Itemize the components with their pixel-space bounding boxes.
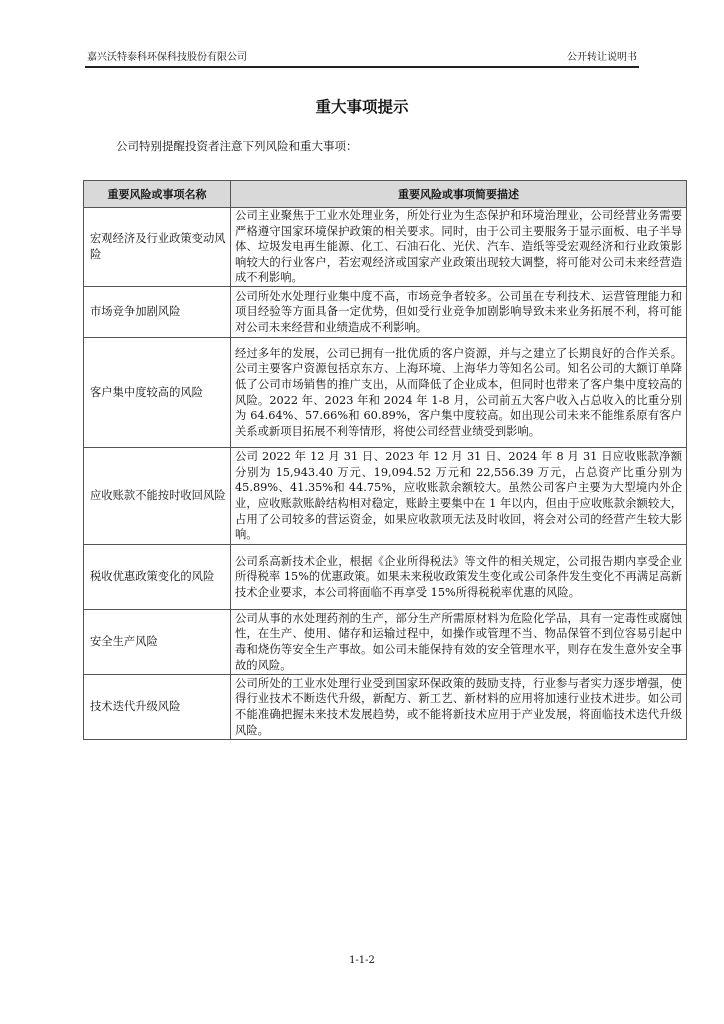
risk-description: 公司所处的工业水处理行业受到国家环保政策的鼓励支持，行业参与者实力逐步增强，使得行业技术不断迭代升级，新配方、新工艺、新材料的应用将加速行业技术进步。如公司不能准确把握未来技术发展趋势，或不能将新技术应用于产业发展，将面临技术迭代升级风险。 bbox=[231, 675, 687, 740]
page-header bbox=[85, 50, 639, 65]
risk-name: 安全生产风险 bbox=[84, 610, 231, 675]
risk-description: 公司 2022 年 12 月 31 日、2023 年 12 月 31 日、2024 年 8 月 31 日应收账款净额分别为 15,943.40 万元、19,094.52 万元和 22,556.39 万元，占总资产比重分别为 45.89%、41.35%和 44.75%，应收账款余额较大。虽然公司客户主要为大型境内外企业，应收账款账龄结构相对稳定，账龄主要集中在 1 年以内，但由于应收账款余额较大，占用了公司较多的营运资金，如果应收款项无法及时收回，将会对公司的经营产生较大影响。 bbox=[231, 448, 687, 545]
risk-name: 税收优惠政策变化的风险 bbox=[84, 545, 231, 610]
column-header-description: 重要风险或事项简要描述 bbox=[231, 181, 687, 208]
risk-description: 公司主业聚焦于工业水处理业务，所处行业为生态保护和环境治理业，公司经营业务需要严格遵守国家环境保护政策的相关要求。同时，由于公司主要服务于显示面板、电子半导体、垃圾发电再生能源、化工、石油石化、光伏、汽车、造纸等受宏观经济和行业政策影响较大的行业客户，若宏观经济或国家产业政策出现较大调整，将可能对公司未来经营造成不利影响。 bbox=[231, 208, 687, 287]
risk-description: 公司从事的水处理药剂的生产，部分生产所需原材料为危险化学品，具有一定毒性或腐蚀性，在生产、使用、储存和运输过程中，如操作或管理不当、物品保管不到位容易引起中毒和烧伤等安全生产事故。如公司未能保持有效的安全管理水平，则存在发生意外安全事故的风险。 bbox=[231, 610, 687, 675]
risk-name: 客户集中度较高的风险 bbox=[84, 338, 231, 448]
table-header-row bbox=[84, 181, 687, 208]
risk-name: 应收账款不能按时收回风险 bbox=[84, 448, 231, 545]
risk-name: 宏观经济及行业政策变动风险 bbox=[84, 208, 231, 287]
risk-table bbox=[83, 180, 687, 740]
risk-description: 经过多年的发展，公司已拥有一批优质的客户资源，并与之建立了长期良好的合作关系。公司主要客户资源包括京东方、上海环境、上海华力等知名公司。知名公司的大额订单降低了公司市场销售的推广支出，从而降低了企业成本，但同时也带来了客户集中度较高的风险。2022 年、2023 年和 2024 年 1-8 月，公司前五大客户收入占总收入的比重分别为 64.64%、57.66%和 60.89%，客户集中度较高。如出现公司未来不能维系原有客户关系或新项目拓展不利等情形，将使公司经营业绩受到影响。 bbox=[231, 338, 687, 448]
column-header-name: 重要风险或事项名称 bbox=[84, 181, 231, 208]
table-row bbox=[84, 208, 687, 287]
company-name: 嘉兴沃特泰科环保科技股份有限公司 bbox=[87, 52, 247, 63]
risk-name: 市场竞争加剧风险 bbox=[84, 287, 231, 338]
table-row bbox=[84, 610, 687, 675]
page-number: 1-1-2 bbox=[349, 955, 375, 966]
table-row bbox=[84, 338, 687, 448]
risk-description: 公司系高新技术企业，根据《企业所得税法》等文件的相关规定，公司报告期内享受企业所得税率 15%的优惠政策。如果未来税收政策发生变化或公司条件发生变化不再满足高新技术企业要求，本公司将面临不再享受 15%所得税税率优惠的风险。 bbox=[231, 545, 687, 610]
document-type: 公开转让说明书 bbox=[567, 52, 637, 63]
table-row bbox=[84, 287, 687, 338]
table-row bbox=[84, 675, 687, 740]
intro-text: 公司特别提醒投资者注意下列风险和重大事项： bbox=[116, 139, 358, 153]
risk-description: 公司所处水处理行业集中度不高，市场竞争者较多。公司虽在专利技术、运营管理能力和项目经验等方面具备一定优势，但如受行业竞争加剧影响导致未来业务拓展不利，将可能对公司未来经营和业绩造成不利影响。 bbox=[231, 287, 687, 338]
header-divider bbox=[85, 66, 639, 68]
risk-name: 技术迭代升级风险 bbox=[84, 675, 231, 740]
table-row bbox=[84, 448, 687, 545]
page-title: 重大事项提示 bbox=[315, 98, 409, 116]
table-row bbox=[84, 545, 687, 610]
